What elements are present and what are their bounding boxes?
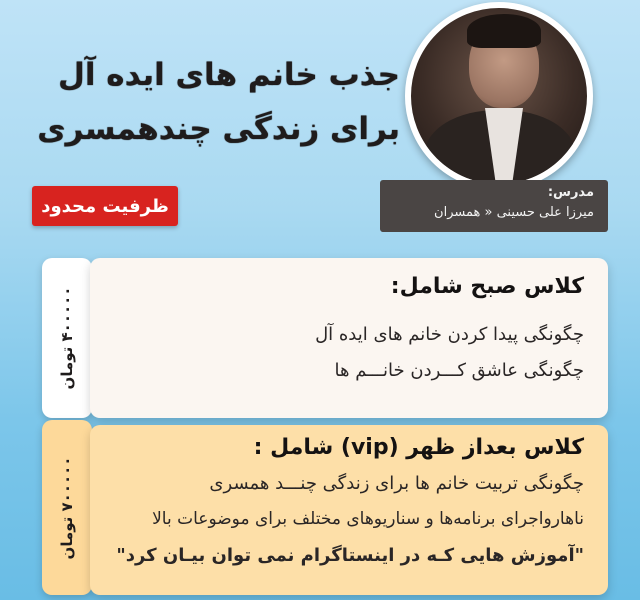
morning-class-heading: کلاس صبح شامل: — [390, 274, 584, 299]
instructor-photo — [405, 2, 593, 190]
limited-capacity-badge: ظرفیت محدود — [32, 186, 178, 226]
morning-class-card — [90, 258, 608, 418]
vip-class-card — [90, 425, 608, 595]
vip-class-heading: کلاس بعداز ظهر (vip) شامل : — [253, 435, 584, 460]
morning-class-item: چگونگی پیدا کردن خانم های ایده آل — [315, 324, 584, 345]
instructor-box — [380, 180, 608, 232]
morning-price: ۴۰۰۰۰۰ تومان — [58, 286, 76, 390]
vip-class-item: ناهارواجرای برنامه‌ها و سناریوهای مختلف برای موضوعات بالا — [152, 509, 584, 529]
vip-price: ۷۰۰۰۰۰ تومان — [58, 456, 76, 559]
photo-hair-shape — [467, 14, 541, 48]
instructor-label: مدرس: — [547, 185, 594, 200]
instructor-name: میرزا علی حسینی « همسران — [434, 205, 594, 220]
page-title — [20, 48, 400, 156]
morning-price-tag — [42, 258, 92, 418]
morning-class-item: چگونگی عاشق کـــردن خانـــم ها — [334, 360, 584, 381]
vip-price-tag — [42, 420, 92, 595]
vip-class-item: "آموزش هایی کـه در اینستاگرام نمی توان بیـان کرد" — [116, 545, 584, 566]
vip-class-item: چگونگی تربیت خانم ها برای زندگی چنـــد همسری — [209, 473, 584, 494]
title-line-1: جذب خانم های ایده آل — [57, 57, 400, 93]
title-line-2: برای زندگی چندهمسری — [37, 111, 400, 147]
